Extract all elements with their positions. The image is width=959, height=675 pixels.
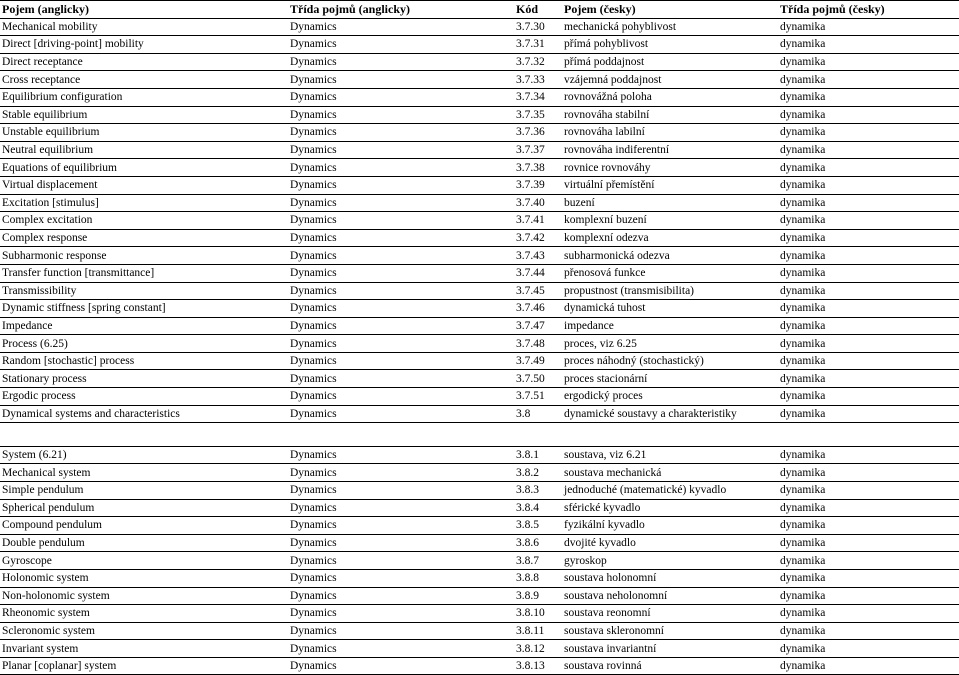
term-en-cell: Complex excitation <box>0 212 288 230</box>
code-cell: 3.8.11 <box>514 622 562 640</box>
class-en-cell: Dynamics <box>288 657 514 675</box>
term-en-cell: System (6.21) <box>0 446 288 464</box>
term-cz-cell: subharmonická odezva <box>562 247 778 265</box>
class-cz-cell: dynamika <box>778 247 959 265</box>
code-cell: 3.7.40 <box>514 194 562 212</box>
term-cz-cell: soustava holonomní <box>562 569 778 587</box>
table-row <box>0 106 959 124</box>
class-cz-cell: dynamika <box>778 657 959 675</box>
class-en-cell: Dynamics <box>288 622 514 640</box>
class-cz-cell: dynamika <box>778 569 959 587</box>
class-cz-cell: dynamika <box>778 88 959 106</box>
table-row <box>0 464 959 482</box>
class-en-cell: Dynamics <box>288 212 514 230</box>
class-cz-cell: dynamika <box>778 194 959 212</box>
term-cz-cell: dvojité kyvadlo <box>562 534 778 552</box>
term-en-cell: Rheonomic system <box>0 605 288 623</box>
class-cz-cell: dynamika <box>778 587 959 605</box>
code-cell: 3.7.30 <box>514 18 562 36</box>
class-en-cell: Dynamics <box>288 88 514 106</box>
class-cz-cell <box>778 423 959 447</box>
class-cz-cell: dynamika <box>778 605 959 623</box>
class-en-cell: Dynamics <box>288 229 514 247</box>
table-row <box>0 481 959 499</box>
term-cz-cell: přímá poddajnost <box>562 53 778 71</box>
table-body <box>0 18 959 675</box>
term-en-cell: Double pendulum <box>0 534 288 552</box>
code-cell: 3.7.43 <box>514 247 562 265</box>
term-cz-cell: rovnováha indiferentní <box>562 141 778 159</box>
table-row <box>0 335 959 353</box>
code-cell: 3.7.48 <box>514 335 562 353</box>
class-en-cell: Dynamics <box>288 247 514 265</box>
class-en-cell: Dynamics <box>288 499 514 517</box>
term-cz-cell: soustava invariantní <box>562 640 778 658</box>
table-row <box>0 640 959 658</box>
class-cz-cell: dynamika <box>778 622 959 640</box>
code-cell: 3.8.8 <box>514 569 562 587</box>
class-en-cell: Dynamics <box>288 71 514 89</box>
class-en-cell: Dynamics <box>288 534 514 552</box>
code-cell: 3.7.33 <box>514 71 562 89</box>
table-row <box>0 53 959 71</box>
term-en-cell: Transmissibility <box>0 282 288 300</box>
class-cz-cell: dynamika <box>778 446 959 464</box>
table-row <box>0 517 959 535</box>
term-cz-cell: soustava neholonomní <box>562 587 778 605</box>
class-cz-cell: dynamika <box>778 534 959 552</box>
header-row <box>0 1 959 19</box>
term-cz-cell: dynamické soustavy a charakteristiky <box>562 405 778 423</box>
class-en-cell: Dynamics <box>288 141 514 159</box>
term-en-cell: Complex response <box>0 229 288 247</box>
code-cell: 3.8.2 <box>514 464 562 482</box>
class-en-cell: Dynamics <box>288 352 514 370</box>
table-row <box>0 352 959 370</box>
term-en-cell: Spherical pendulum <box>0 499 288 517</box>
code-cell: 3.8.7 <box>514 552 562 570</box>
term-cz-cell: propustnost (transmisibilita) <box>562 282 778 300</box>
table-row <box>0 300 959 318</box>
term-en-cell: Compound pendulum <box>0 517 288 535</box>
class-en-cell: Dynamics <box>288 587 514 605</box>
code-cell: 3.8.9 <box>514 587 562 605</box>
term-cz-cell: mechanická pohyblivost <box>562 18 778 36</box>
class-en-cell: Dynamics <box>288 481 514 499</box>
class-cz-cell: dynamika <box>778 517 959 535</box>
term-en-cell: Subharmonic response <box>0 247 288 265</box>
class-cz-cell: dynamika <box>778 229 959 247</box>
code-cell <box>514 423 562 447</box>
class-cz-cell: dynamika <box>778 18 959 36</box>
table-row <box>0 622 959 640</box>
class-cz-cell: dynamika <box>778 282 959 300</box>
class-en-cell: Dynamics <box>288 388 514 406</box>
class-en-cell: Dynamics <box>288 446 514 464</box>
class-cz-cell: dynamika <box>778 212 959 230</box>
class-en-cell: Dynamics <box>288 370 514 388</box>
header-code: Kód <box>514 1 562 19</box>
table-row <box>0 605 959 623</box>
term-cz-cell: ergodický proces <box>562 388 778 406</box>
code-cell: 3.7.38 <box>514 159 562 177</box>
code-cell: 3.7.51 <box>514 388 562 406</box>
class-en-cell: Dynamics <box>288 106 514 124</box>
code-cell: 3.7.44 <box>514 264 562 282</box>
class-en-cell: Dynamics <box>288 194 514 212</box>
term-cz-cell: virtuální přemístění <box>562 176 778 194</box>
code-cell: 3.7.41 <box>514 212 562 230</box>
table-row <box>0 657 959 675</box>
class-en-cell <box>288 423 514 447</box>
code-cell: 3.7.35 <box>514 106 562 124</box>
code-cell: 3.7.31 <box>514 36 562 54</box>
class-en-cell: Dynamics <box>288 517 514 535</box>
term-en-cell: Neutral equilibrium <box>0 141 288 159</box>
term-cz-cell: proces stacionární <box>562 370 778 388</box>
term-en-cell: Dynamic stiffness [spring constant] <box>0 300 288 318</box>
table-row <box>0 370 959 388</box>
table-row <box>0 552 959 570</box>
class-cz-cell: dynamika <box>778 481 959 499</box>
code-cell: 3.7.42 <box>514 229 562 247</box>
code-cell: 3.7.46 <box>514 300 562 318</box>
code-cell: 3.8.13 <box>514 657 562 675</box>
class-en-cell: Dynamics <box>288 464 514 482</box>
term-cz-cell: komplexní buzení <box>562 212 778 230</box>
table-row <box>0 176 959 194</box>
term-cz-cell: gyroskop <box>562 552 778 570</box>
class-en-cell: Dynamics <box>288 18 514 36</box>
table-row <box>0 388 959 406</box>
term-cz-cell: dynamická tuhost <box>562 300 778 318</box>
code-cell: 3.7.47 <box>514 317 562 335</box>
code-cell: 3.8.12 <box>514 640 562 658</box>
class-en-cell: Dynamics <box>288 317 514 335</box>
code-cell: 3.7.37 <box>514 141 562 159</box>
class-cz-cell: dynamika <box>778 499 959 517</box>
term-en-cell <box>0 423 288 447</box>
term-cz-cell: vzájemná poddajnost <box>562 71 778 89</box>
class-en-cell: Dynamics <box>288 176 514 194</box>
table-row <box>0 282 959 300</box>
code-cell: 3.7.39 <box>514 176 562 194</box>
term-cz-cell: proces, viz 6.25 <box>562 335 778 353</box>
class-en-cell: Dynamics <box>288 569 514 587</box>
header-term-en: Pojem (anglicky) <box>0 1 288 19</box>
term-en-cell: Excitation [stimulus] <box>0 194 288 212</box>
code-cell: 3.7.49 <box>514 352 562 370</box>
term-cz-cell: rovnovážná poloha <box>562 88 778 106</box>
code-cell: 3.7.32 <box>514 53 562 71</box>
table-row <box>0 194 959 212</box>
class-cz-cell: dynamika <box>778 141 959 159</box>
code-cell: 3.7.34 <box>514 88 562 106</box>
code-cell: 3.8.6 <box>514 534 562 552</box>
class-en-cell: Dynamics <box>288 335 514 353</box>
term-cz-cell: rovnováha stabilní <box>562 106 778 124</box>
table-row <box>0 264 959 282</box>
class-en-cell: Dynamics <box>288 159 514 177</box>
code-cell: 3.8.1 <box>514 446 562 464</box>
class-cz-cell: dynamika <box>778 464 959 482</box>
table-row <box>0 212 959 230</box>
class-cz-cell: dynamika <box>778 53 959 71</box>
term-en-cell: Holonomic system <box>0 569 288 587</box>
class-cz-cell: dynamika <box>778 36 959 54</box>
class-en-cell: Dynamics <box>288 640 514 658</box>
table-row <box>0 71 959 89</box>
class-cz-cell: dynamika <box>778 640 959 658</box>
class-cz-cell: dynamika <box>778 405 959 423</box>
term-cz-cell: soustava reonomní <box>562 605 778 623</box>
term-cz-cell: rovnováha labilní <box>562 124 778 142</box>
code-cell: 3.8 <box>514 405 562 423</box>
term-en-cell: Ergodic process <box>0 388 288 406</box>
term-cz-cell: soustava, viz 6.21 <box>562 446 778 464</box>
class-en-cell: Dynamics <box>288 605 514 623</box>
code-cell: 3.8.4 <box>514 499 562 517</box>
table-row <box>0 159 959 177</box>
term-en-cell: Equilibrium configuration <box>0 88 288 106</box>
class-cz-cell: dynamika <box>778 370 959 388</box>
table-row <box>0 446 959 464</box>
term-cz-cell: jednoduché (matematické) kyvadlo <box>562 481 778 499</box>
table-row <box>0 247 959 265</box>
term-cz-cell: fyzikální kyvadlo <box>562 517 778 535</box>
table-row <box>0 499 959 517</box>
term-cz-cell: sférické kyvadlo <box>562 499 778 517</box>
term-en-cell: Direct receptance <box>0 53 288 71</box>
term-en-cell: Invariant system <box>0 640 288 658</box>
table-row <box>0 18 959 36</box>
table-row <box>0 141 959 159</box>
code-cell: 3.8.5 <box>514 517 562 535</box>
term-en-cell: Process (6.25) <box>0 335 288 353</box>
class-cz-cell: dynamika <box>778 106 959 124</box>
header-class-en: Třída pojmů (anglicky) <box>288 1 514 19</box>
table-row <box>0 534 959 552</box>
term-cz-cell: přímá pohyblivost <box>562 36 778 54</box>
class-en-cell: Dynamics <box>288 552 514 570</box>
term-cz-cell: komplexní odezva <box>562 229 778 247</box>
term-en-cell: Impedance <box>0 317 288 335</box>
class-cz-cell: dynamika <box>778 264 959 282</box>
term-en-cell: Random [stochastic] process <box>0 352 288 370</box>
term-en-cell: Mechanical mobility <box>0 18 288 36</box>
class-cz-cell: dynamika <box>778 317 959 335</box>
term-cz-cell: soustava mechanická <box>562 464 778 482</box>
term-en-cell: Planar [coplanar] system <box>0 657 288 675</box>
term-en-cell: Virtual displacement <box>0 176 288 194</box>
term-en-cell: Non-holonomic system <box>0 587 288 605</box>
class-cz-cell: dynamika <box>778 552 959 570</box>
class-cz-cell: dynamika <box>778 124 959 142</box>
table-row <box>0 317 959 335</box>
term-cz-cell: přenosová funkce <box>562 264 778 282</box>
term-en-cell: Gyroscope <box>0 552 288 570</box>
term-en-cell: Stationary process <box>0 370 288 388</box>
term-en-cell: Direct [driving-point] mobility <box>0 36 288 54</box>
class-cz-cell: dynamika <box>778 300 959 318</box>
term-cz-cell: rovnice rovnováhy <box>562 159 778 177</box>
class-cz-cell: dynamika <box>778 176 959 194</box>
table-row <box>0 124 959 142</box>
term-cz-cell: soustava rovinná <box>562 657 778 675</box>
term-cz-cell: impedance <box>562 317 778 335</box>
term-en-cell: Simple pendulum <box>0 481 288 499</box>
term-en-cell: Scleronomic system <box>0 622 288 640</box>
class-cz-cell: dynamika <box>778 388 959 406</box>
term-en-cell: Mechanical system <box>0 464 288 482</box>
term-en-cell: Equations of equilibrium <box>0 159 288 177</box>
class-en-cell: Dynamics <box>288 405 514 423</box>
term-en-cell: Dynamical systems and characteristics <box>0 405 288 423</box>
table-row <box>0 88 959 106</box>
header-term-cz: Pojem (česky) <box>562 1 778 19</box>
term-cz-cell: buzení <box>562 194 778 212</box>
code-cell: 3.8.3 <box>514 481 562 499</box>
class-en-cell: Dynamics <box>288 282 514 300</box>
code-cell: 3.8.10 <box>514 605 562 623</box>
table-row <box>0 587 959 605</box>
table-row <box>0 423 959 447</box>
term-cz-cell: proces náhodný (stochastický) <box>562 352 778 370</box>
header-class-cz: Třída pojmů (česky) <box>778 1 959 19</box>
term-en-cell: Stable equilibrium <box>0 106 288 124</box>
table-row <box>0 405 959 423</box>
table-row <box>0 569 959 587</box>
term-en-cell: Cross receptance <box>0 71 288 89</box>
term-cz-cell: soustava skleronomní <box>562 622 778 640</box>
class-cz-cell: dynamika <box>778 71 959 89</box>
table-row <box>0 36 959 54</box>
class-en-cell: Dynamics <box>288 264 514 282</box>
term-cz-cell <box>562 423 778 447</box>
table-row <box>0 229 959 247</box>
class-en-cell: Dynamics <box>288 36 514 54</box>
class-en-cell: Dynamics <box>288 124 514 142</box>
class-en-cell: Dynamics <box>288 53 514 71</box>
class-en-cell: Dynamics <box>288 300 514 318</box>
code-cell: 3.7.45 <box>514 282 562 300</box>
code-cell: 3.7.50 <box>514 370 562 388</box>
code-cell: 3.7.36 <box>514 124 562 142</box>
class-cz-cell: dynamika <box>778 335 959 353</box>
term-en-cell: Unstable equilibrium <box>0 124 288 142</box>
class-cz-cell: dynamika <box>778 352 959 370</box>
class-cz-cell: dynamika <box>778 159 959 177</box>
term-en-cell: Transfer function [transmittance] <box>0 264 288 282</box>
